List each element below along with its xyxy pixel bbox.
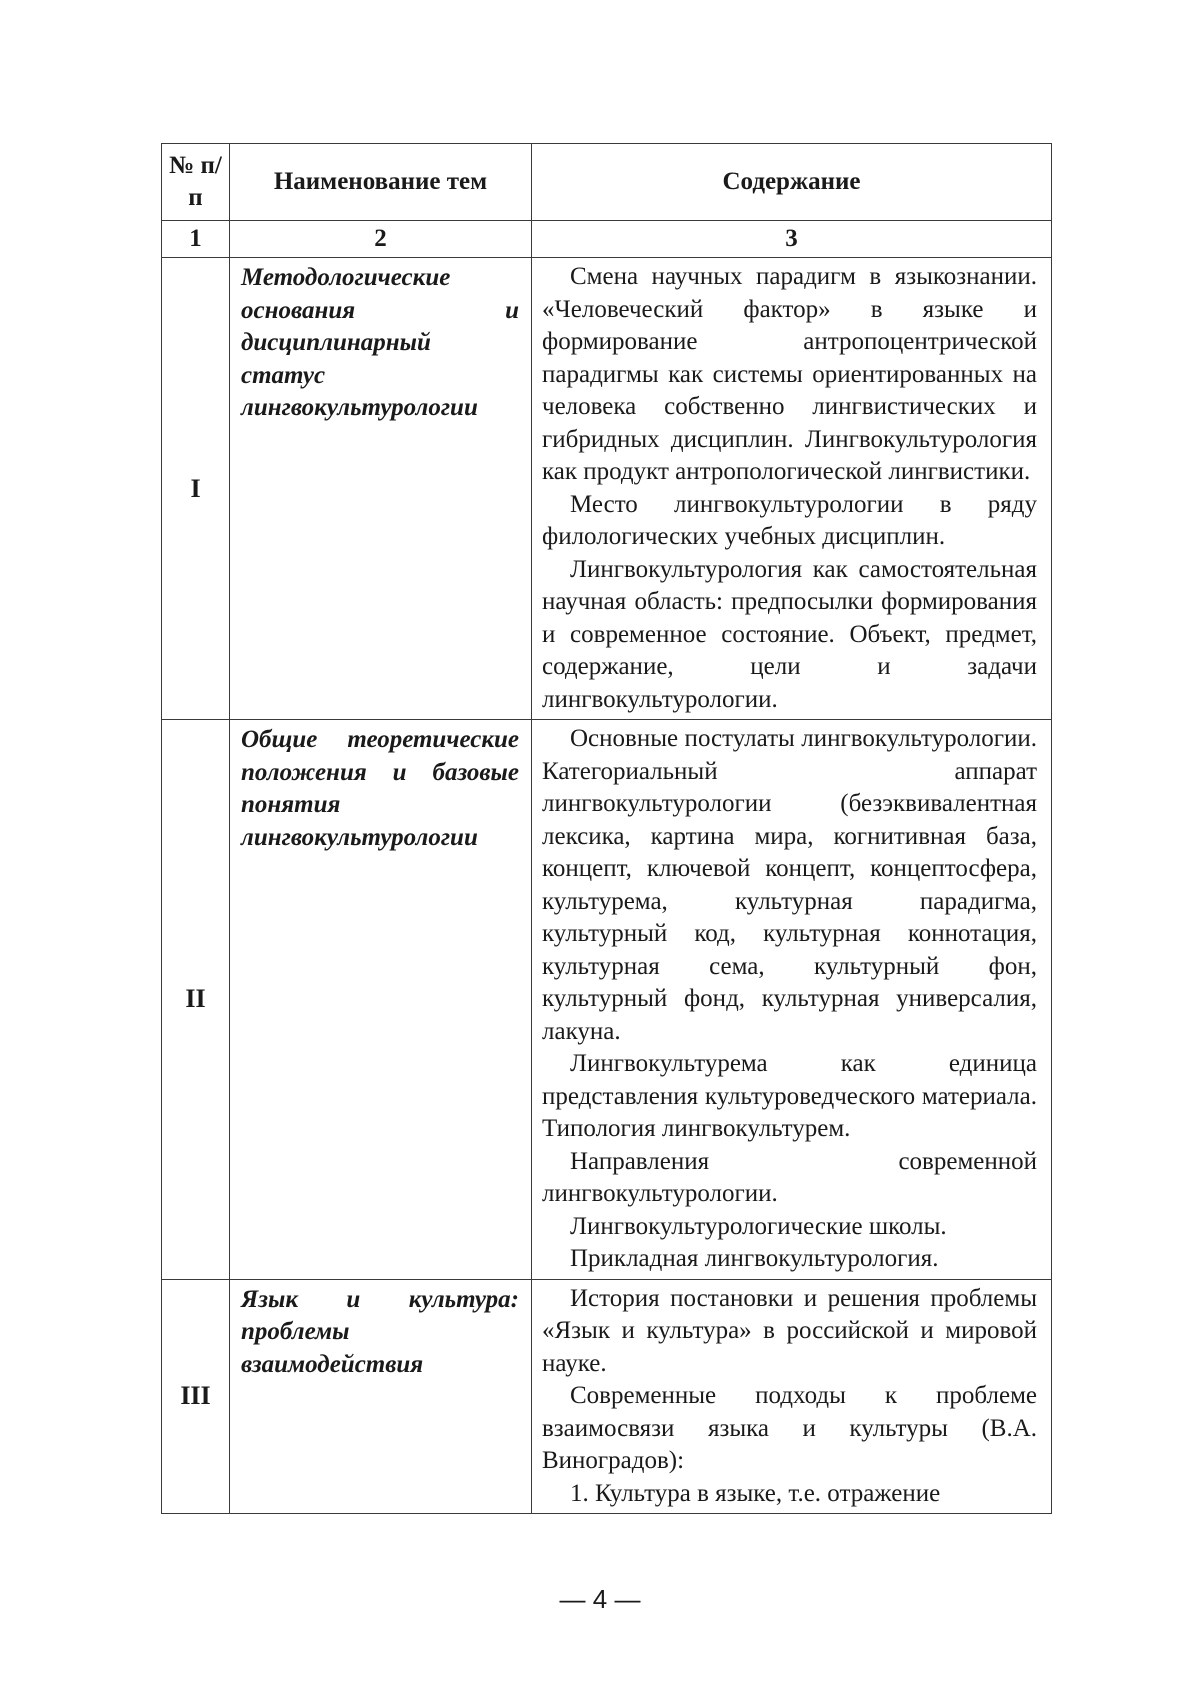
topic-cell bbox=[230, 720, 532, 1280]
content-paragraph: Прикладная лингвокультурология. bbox=[570, 1245, 939, 1272]
table-row bbox=[162, 258, 1052, 720]
header-topic: Наименование тем bbox=[230, 144, 532, 221]
header-num: № п/п bbox=[162, 144, 230, 221]
table-row bbox=[162, 1279, 1052, 1514]
topic-cell bbox=[230, 1279, 532, 1514]
row-number: III bbox=[162, 1279, 230, 1514]
column-number: 2 bbox=[230, 221, 532, 258]
content-paragraph: Лингвокультурема как единица представления культуроведческого материала. Типология лингвокультурем. bbox=[542, 1050, 1037, 1142]
column-numbers-row bbox=[162, 221, 1052, 258]
content-cell bbox=[532, 720, 1052, 1280]
content-paragraph: Направления современной лингвокультурологии. bbox=[542, 1147, 1037, 1207]
content-paragraph: Лингвокультурология как самостоятельная научная область: предпосылки формирования и современное состояние. Объект, предмет, содержание, цели и задачи лингвокультурологии. bbox=[542, 555, 1037, 713]
content-paragraph: Смена научных парадигм в языкознании. «Человеческий фактор» в языке и формирование антропоцентрической парадигмы как системы ориентированных на человека собственно лингвистических и гибридных дисциплин. Лингвокультурология как продукт антропологической лингвистики. bbox=[542, 263, 1037, 485]
content-list-item: 1. Культура в языке, т.е. отражение bbox=[570, 1479, 941, 1507]
header-row bbox=[162, 144, 1052, 221]
content-paragraph: Современные подходы к проблеме взаимосвязи языка и культуры (В.А. Виноградов): bbox=[542, 1382, 1037, 1474]
content-paragraph: История постановки и решения проблемы «Язык и культура» в российской и мировой науке. bbox=[542, 1284, 1037, 1377]
topic-title: Методологические основания и дисциплинарный статус лингвокультурологии bbox=[241, 264, 519, 421]
content-cell bbox=[532, 1279, 1052, 1514]
topic-cell bbox=[230, 258, 532, 720]
content-paragraph: Основные постулаты лингвокультурологии. Категориальный аппарат лингвокультурологии (безэквивалентная лексика, картина мира, когнитивная база, концепт, ключевой концепт, концептосфера, культурема, культурная парадигма, культурный код, культурная коннотация, культурная сема, культурный фон, культурный фонд, культурная универсалия, лакуна. bbox=[542, 725, 1037, 1045]
column-number: 3 bbox=[532, 221, 1052, 258]
topic-title: Язык и культура: проблемы взаимодействия bbox=[241, 1285, 519, 1378]
content-cell bbox=[532, 258, 1052, 720]
column-number: 1 bbox=[162, 221, 230, 258]
content-paragraph: Лингвокультурологические школы. bbox=[570, 1212, 947, 1240]
topics-table bbox=[161, 143, 1052, 1514]
page-number: — 4 — bbox=[559, 1584, 641, 1614]
header-content: Содержание bbox=[532, 144, 1052, 221]
row-number: II bbox=[162, 720, 230, 1280]
topic-title: Общие теоретические положения и базовые понятия лингвокультурологии bbox=[241, 726, 519, 851]
row-number: I bbox=[162, 258, 230, 720]
content-paragraph: Место лингвокультурологии в ряду филологических учебных дисциплин. bbox=[542, 490, 1037, 550]
table-row bbox=[162, 720, 1052, 1280]
